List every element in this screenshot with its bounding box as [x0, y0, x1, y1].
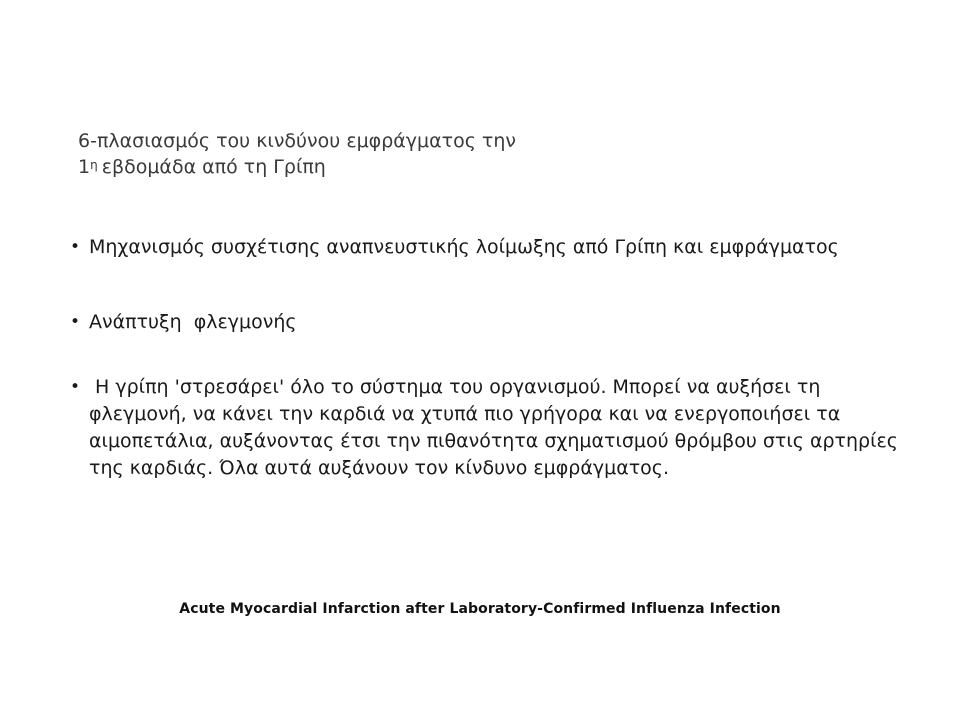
bullet-text: Ανάπτυξη φλεγμονής	[89, 311, 297, 333]
title-line-2	[78, 154, 898, 180]
reference-citation: Acute Myocardial Infarction after Laboratory-Confirmed Influenza Infection	[179, 601, 781, 617]
title-line-2-text: εβδομάδα από τη Γρίπη	[101, 156, 326, 178]
title-line-1: 6-πλασιασμός του κινδύνου εμφράγματος την	[78, 130, 517, 152]
bullet-list	[70, 234, 904, 482]
title-ordinal-suffix: η	[90, 158, 98, 172]
bullet-text: Η γρίπη 'στρεσάρει' όλο το σύστημα του οργανισμού. Μπορεί να αυξήσει τη φλεγμονή, να κάνει την καρδιά να χτυπά πιο γρήγορα και να ενεργοποιήσει τα αιμοπετάλια, αυξάνοντας έτσι την πιθανότητα σχηματισμού θρόμβου στις αρτηρίες της καρδιάς. Όλα αυτά αυξάνουν τον κίνδυνο εμφράγματος.	[89, 376, 904, 479]
bullet-item-explanation	[70, 374, 904, 482]
bullet-dot: •	[70, 377, 81, 397]
bullet-item-mechanism	[70, 234, 900, 261]
title-ordinal-number: 1	[78, 156, 91, 178]
bullet-dot: •	[70, 312, 81, 332]
bullet-text: Μηχανισμός συσχέτισης αναπνευστικής λοίμωξης από Γρίπη και εμφράγματος	[89, 236, 839, 258]
bullet-dot: •	[70, 237, 81, 257]
slide-title	[78, 128, 898, 180]
bullet-item-inflammation	[70, 309, 900, 336]
